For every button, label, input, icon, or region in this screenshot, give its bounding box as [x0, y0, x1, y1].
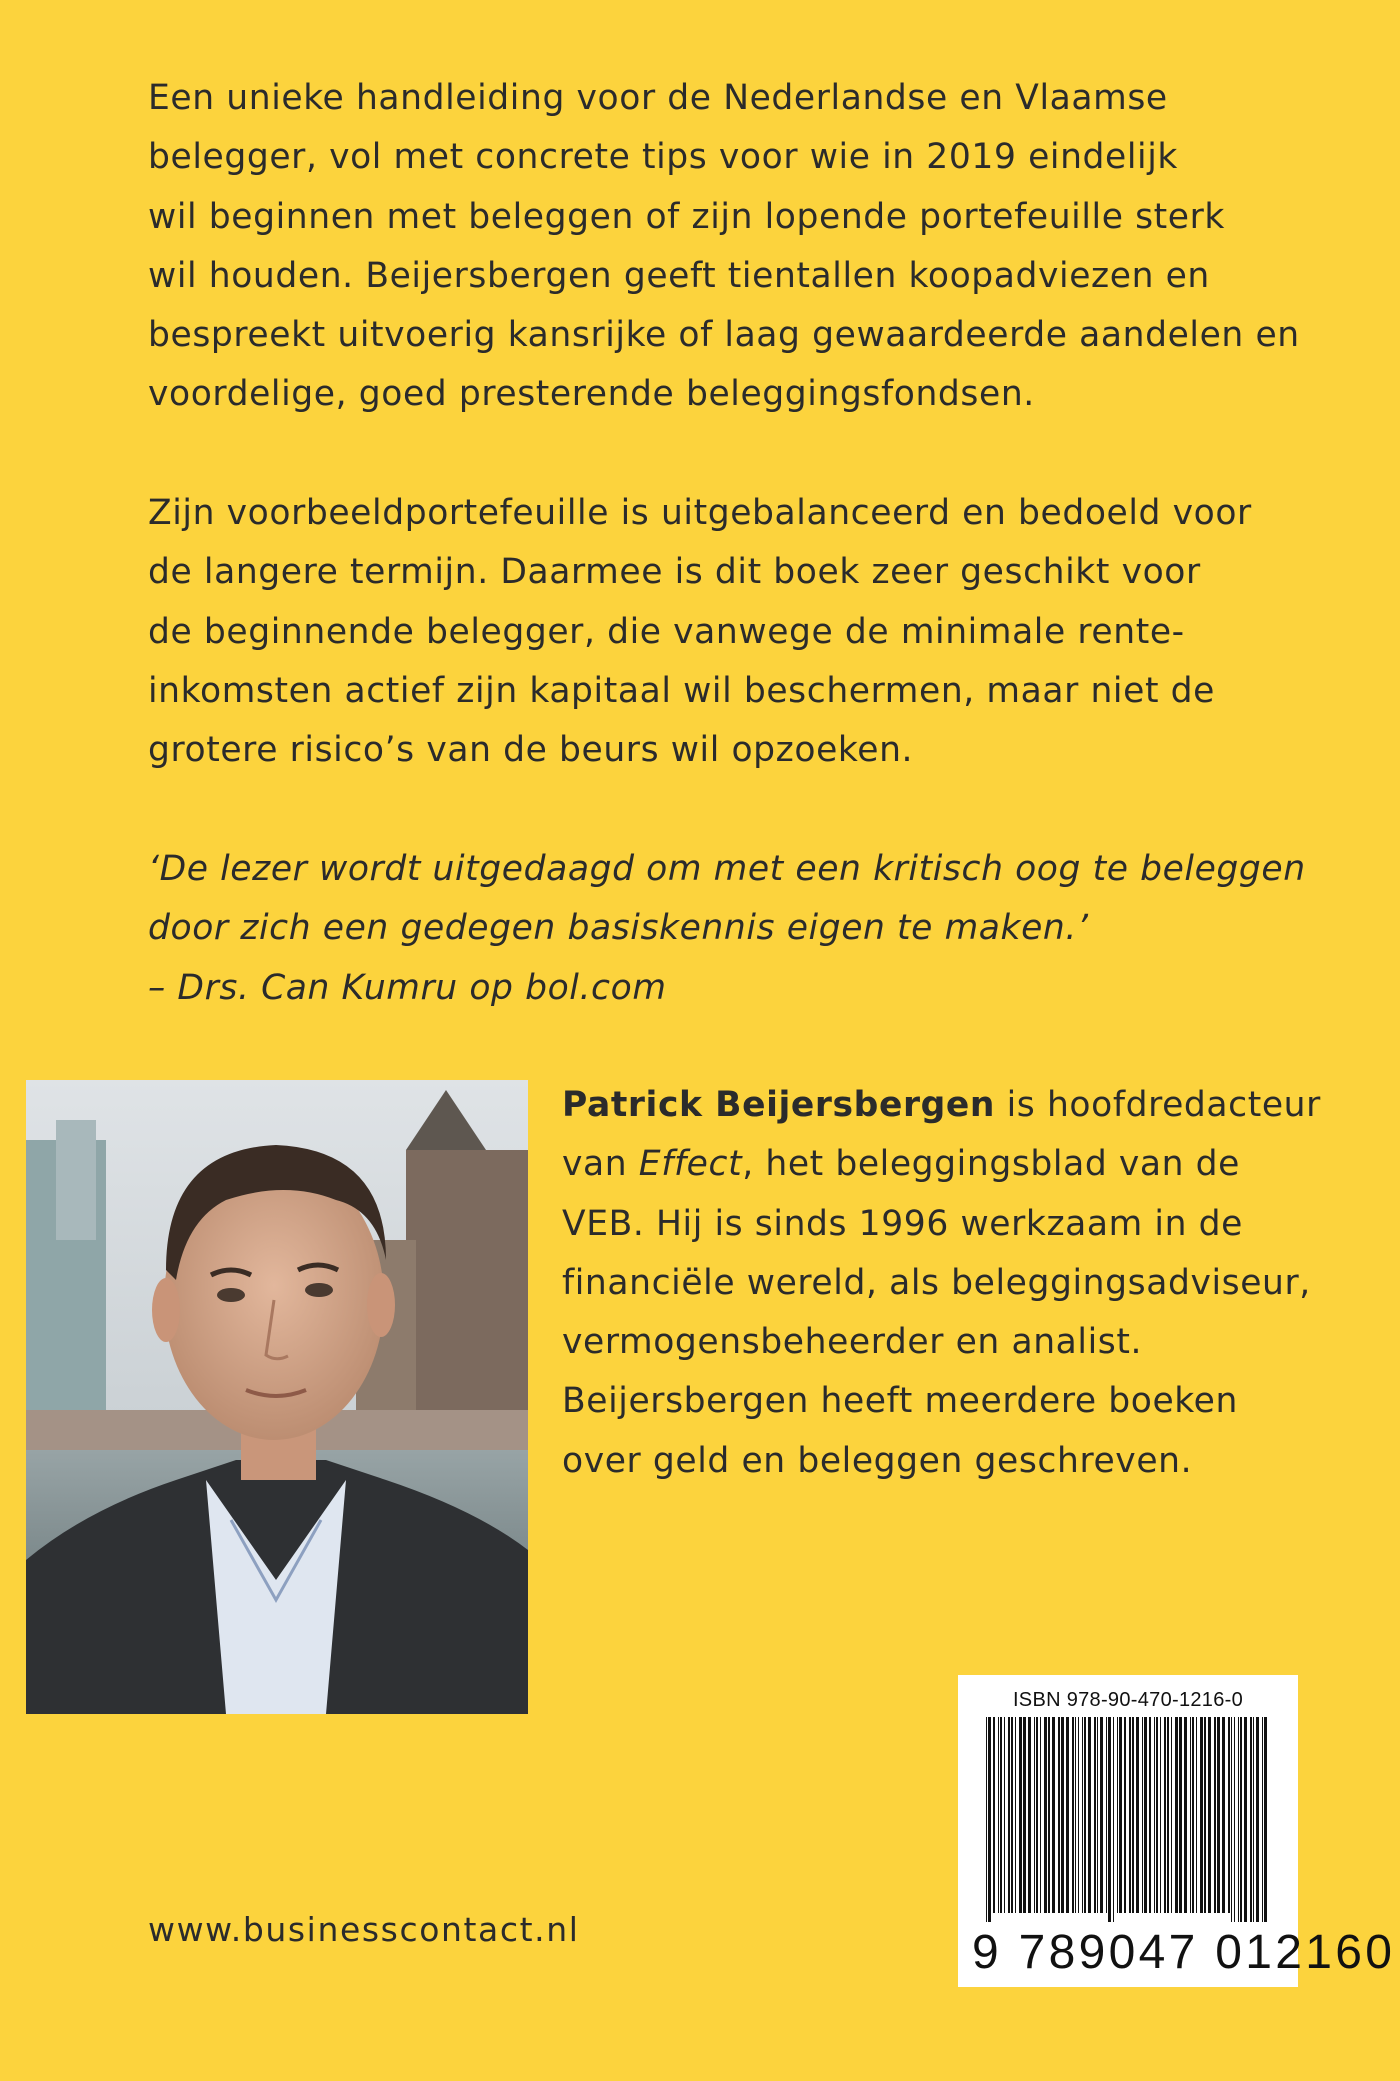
barcode-bar [986, 1717, 987, 1922]
barcode-bar [1048, 1717, 1050, 1913]
barcode-bar [1129, 1717, 1131, 1913]
barcode-bar [1184, 1717, 1187, 1913]
barcode-bar [1204, 1717, 1206, 1913]
isbn-label: ISBN 978-90-470-1216-0 [1012, 1689, 1244, 1711]
barcode-bar [1113, 1717, 1114, 1922]
barcode-bar [1036, 1717, 1038, 1913]
barcode-bar [1171, 1717, 1172, 1913]
barcode-bar [1136, 1717, 1139, 1913]
barcode-bar [1124, 1717, 1126, 1913]
text-line: de langere termijn. Daarmee is dit boek zeer geschikt voor [148, 552, 1201, 593]
description-paragraph-2 [148, 484, 1328, 780]
barcode-bar [1240, 1717, 1242, 1922]
text-line: wil houden. Beijersbergen geeft tientallen koopadviezen en [148, 255, 1210, 296]
quote-attribution: – Drs. Can Kumru op bol.com [148, 967, 667, 1008]
author-bio-line: financiële wereld, als beleggingsadviseur, [562, 1262, 1311, 1303]
barcode-bar [988, 1717, 991, 1922]
barcode-bar [1058, 1717, 1060, 1913]
barcode-bar [1097, 1717, 1098, 1913]
barcode-bar [1000, 1717, 1002, 1913]
barcode-bar [1132, 1717, 1134, 1913]
barcode-bar [1004, 1717, 1005, 1913]
barcode-bar [998, 1717, 999, 1913]
barcode-bar [1144, 1717, 1147, 1913]
barcode-bar [1200, 1717, 1203, 1913]
barcode-bar [1019, 1717, 1022, 1913]
barcode-bar [1234, 1717, 1235, 1922]
barcode-bar [1008, 1717, 1010, 1913]
barcode-bar [1196, 1717, 1197, 1913]
barcode-bar [1088, 1717, 1091, 1913]
barcode-bar [1084, 1717, 1086, 1913]
text-line: inkomsten actief zijn kapitaal wil beschermen, maar niet de [148, 670, 1215, 711]
barcode-bar [1160, 1717, 1161, 1913]
text-line: wil beginnen met beleggen of zijn lopende portefeuille sterk [148, 196, 1225, 237]
author-bio [562, 1076, 1362, 1491]
barcode-bar [1231, 1717, 1232, 1922]
barcode-bar [1238, 1717, 1239, 1922]
barcode-bar [1094, 1717, 1096, 1913]
barcode-bar [1075, 1717, 1076, 1913]
barcode-bar [1015, 1717, 1016, 1913]
quote-line: ‘De lezer wordt uitgedaagd om met een kritisch oog te beleggen [148, 849, 1306, 889]
magazine-name: Effect [638, 1144, 743, 1185]
isbn-barcode [958, 1675, 1396, 1987]
barcode-bar [1117, 1717, 1118, 1913]
barcode-bar [1072, 1717, 1074, 1913]
barcode-bar [1253, 1717, 1254, 1922]
barcode-bar [1028, 1717, 1031, 1913]
text-line: bespreekt uitvoerig kansrijke of laag gewaardeerde aandelen en [148, 315, 1300, 356]
barcode-bar [1167, 1717, 1169, 1913]
author-bio-line: vermogensbeheerder en analist. [562, 1322, 1143, 1363]
text-line: Zijn voorbeeldportefeuille is uitgebalanceerd en bedoeld voor [148, 493, 1252, 533]
barcode-bar [1082, 1717, 1083, 1913]
author-bio-text: , het beleggingsblad van de [742, 1144, 1241, 1185]
barcode-bar [1208, 1717, 1211, 1913]
barcode-bar [1011, 1717, 1013, 1913]
barcode-bar [1156, 1717, 1158, 1913]
barcode-bar [1190, 1717, 1191, 1913]
text-line: belegger, vol met concrete tips voor wie in 2019 eindelijk [148, 137, 1179, 178]
barcode-bar [1217, 1717, 1220, 1913]
barcode-bar [1119, 1717, 1122, 1913]
barcode-bar [1078, 1717, 1079, 1913]
barcode-bar [1034, 1717, 1035, 1913]
author-bio-line [562, 1076, 1362, 1135]
author-bio-text: van [562, 1144, 639, 1185]
barcode-bar [1179, 1717, 1182, 1913]
barcode-bar [1192, 1717, 1194, 1913]
barcode-bar [993, 1717, 995, 1913]
barcode-bar [1256, 1717, 1259, 1922]
author-bio-line: VEB. Hij is sinds 1996 werkzaam in de [562, 1203, 1243, 1244]
publisher-website[interactable]: www.businesscontact.nl [148, 1910, 580, 1949]
text-line: grotere risico’s van de beurs wil opzoeken. [148, 730, 914, 771]
barcode-digits: 9 789047 012160 [972, 1926, 1396, 1979]
author-photo [26, 1080, 528, 1714]
barcode-bar [1044, 1717, 1047, 1913]
barcode-bar [1052, 1717, 1055, 1913]
barcode-bar [1164, 1717, 1166, 1913]
barcode-bar [1154, 1717, 1155, 1913]
barcode-bar [1066, 1717, 1069, 1913]
barcode-bar [1214, 1717, 1216, 1913]
barcode-bars [986, 1717, 1271, 1922]
barcode-bar [1108, 1717, 1111, 1922]
barcode-bar [1023, 1717, 1026, 1913]
description-paragraph-1 [148, 69, 1328, 425]
text-line: voordelige, goed presterende beleggingsfondsen. [148, 374, 1035, 415]
barcode-bar [1228, 1717, 1230, 1913]
quote-line: door zich een gedegen basiskennis eigen te maken.’ [148, 908, 1089, 949]
review-quote [148, 840, 1328, 1018]
barcode-bar [1142, 1717, 1143, 1913]
barcode-bar [1175, 1717, 1178, 1913]
barcode-bar [1100, 1717, 1103, 1913]
barcode-bar [1262, 1717, 1263, 1922]
barcode-bar [1106, 1717, 1107, 1913]
barcode-bar [1149, 1717, 1151, 1913]
author-bio-line [562, 1135, 1362, 1194]
barcode-bar [1264, 1717, 1267, 1922]
barcode-bar [1250, 1717, 1252, 1922]
barcode-bar [1222, 1717, 1225, 1913]
barcode-bar [1061, 1717, 1064, 1913]
author-bio-line: Beijersbergen heeft meerdere boeken [562, 1381, 1238, 1422]
barcode-bar [1244, 1717, 1247, 1922]
text-line: Een unieke handleiding voor de Nederlandse en Vlaamse [148, 78, 1168, 118]
text-line: de beginnende belegger, die vanwege de minimale rente- [148, 611, 1185, 652]
author-name: Patrick Beijersbergen [562, 1085, 996, 1125]
author-bio-line: over geld en beleggen geschreven. [562, 1440, 1193, 1481]
author-bio-text: is hoofdredacteur [995, 1085, 1321, 1125]
barcode-bar [1040, 1717, 1041, 1913]
